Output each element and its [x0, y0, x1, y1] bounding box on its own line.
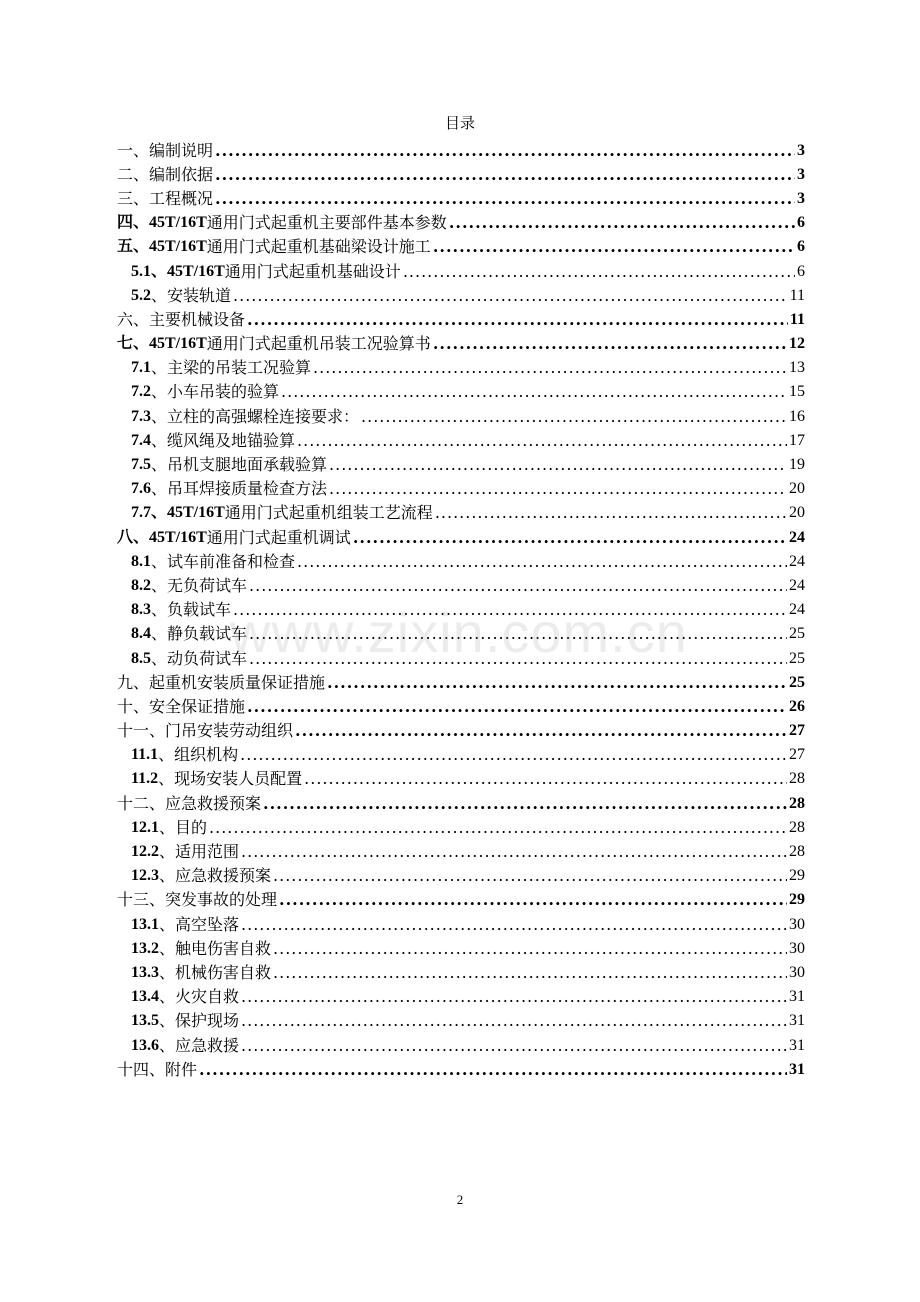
toc-leader-dots [240, 745, 787, 765]
toc-entry-page: 24 [789, 601, 805, 619]
toc-entry-page: 12 [789, 335, 805, 353]
toc-entry[interactable] [117, 864, 805, 888]
toc-entry-number: 7.7、45T/16T [131, 504, 225, 522]
toc-entry[interactable] [117, 719, 805, 743]
toc-leader-dots [295, 721, 787, 741]
toc-entry-page: 16 [789, 407, 805, 425]
toc-entry-title: 、动负荷试车 [151, 648, 248, 668]
toc-entry-title: 、静负载试车 [151, 624, 248, 644]
toc-entry[interactable] [117, 767, 805, 791]
toc-entry-page: 25 [789, 625, 805, 643]
toc-entry[interactable] [117, 380, 805, 404]
toc-entry[interactable] [117, 985, 805, 1009]
toc-entry-page: 27 [789, 722, 805, 740]
toc-entry-number: 12.1 [131, 818, 159, 836]
toc-entry-title: 通用门式起重机组装工艺流程 [224, 503, 433, 523]
toc-entry-number: 13.4 [131, 988, 159, 1006]
toc-entry-title: 、主梁的吊装工况验算 [151, 358, 312, 378]
toc-entry-number: 五、45T/16T [117, 238, 207, 256]
toc-entry-page: 20 [789, 480, 805, 498]
toc-leader-dots [297, 552, 787, 572]
toc-entry-page: 6 [797, 262, 805, 280]
toc-entry-page: 29 [789, 867, 805, 885]
page-number: 2 [456, 1192, 464, 1207]
toc-entry-number: 13.2 [131, 939, 159, 957]
toc-entry[interactable] [117, 1058, 805, 1082]
toc-entry-page: 19 [789, 456, 805, 474]
toc-entry-number: 7.3 [131, 407, 151, 425]
toc-entry-number: 四、45T/16T [117, 214, 207, 232]
toc-leader-dots [353, 528, 787, 548]
toc-leader-dots [241, 842, 787, 862]
toc-entry[interactable] [117, 259, 805, 283]
toc-leader-dots [327, 673, 787, 693]
toc-entry[interactable] [117, 695, 805, 719]
toc-title: 目录 [444, 114, 475, 132]
toc-entry[interactable] [117, 501, 805, 525]
toc-entry-number: 8.3 [131, 601, 151, 619]
toc-leader-dots [241, 987, 787, 1007]
toc-entry-page: 30 [789, 915, 805, 933]
toc-entry-page: 28 [789, 770, 805, 788]
toc-entry[interactable] [117, 937, 805, 961]
toc-leader-dots [279, 890, 787, 910]
toc-entry-title: 、负载试车 [151, 600, 232, 620]
toc-leader-dots [329, 479, 787, 499]
toc-entry-page: 11 [789, 286, 805, 304]
toc-entry-title: 、机械伤害自救 [159, 962, 272, 982]
toc-entry-title: 通用门式起重机基础梁设计施工 [206, 237, 431, 257]
toc-leader-dots [273, 866, 787, 886]
toc-leader-dots [403, 262, 795, 282]
toc-entry[interactable] [117, 356, 805, 380]
toc-entry-number: 11.1 [131, 746, 159, 764]
toc-entry-title: 十、安全保证措施 [117, 696, 246, 716]
toc-entry-page: 29 [789, 891, 805, 909]
toc-leader-dots [215, 141, 795, 161]
toc-entry-page: 3 [797, 141, 805, 159]
toc-leader-dots [249, 576, 787, 596]
toc-entry-title: 、试车前准备和检查 [151, 551, 296, 571]
toc-entry-title: 三、工程概况 [117, 188, 214, 208]
toc-entry-page: 31 [789, 988, 805, 1006]
toc-entry-page: 24 [789, 552, 805, 570]
toc-leader-dots [449, 213, 795, 233]
toc-entry-title: 、应急救援 [159, 1035, 240, 1055]
toc-entry[interactable] [117, 308, 805, 332]
toc-leader-dots [297, 431, 787, 451]
toc-entry-page: 3 [797, 165, 805, 183]
toc-entry-number: 七、45T/16T [117, 335, 207, 353]
toc-entry[interactable] [117, 840, 805, 864]
toc-leader-dots [433, 334, 787, 354]
toc-entry-page: 30 [789, 963, 805, 981]
toc-entry-title: 、触电伤害自救 [159, 938, 272, 958]
toc-entry-number: 八、45T/16T [117, 528, 207, 546]
toc-leader-dots [273, 963, 787, 983]
toc-entry[interactable] [117, 139, 805, 163]
toc-entry-number: 13.1 [131, 915, 159, 933]
toc-entry-number: 5.2 [131, 286, 151, 304]
toc-entry-page: 31 [789, 1036, 805, 1054]
toc-entry-page: 28 [789, 843, 805, 861]
toc-leader-dots [273, 939, 787, 959]
toc-entry-page: 30 [789, 939, 805, 957]
toc-entry-title: 六、主要机械设备 [117, 309, 246, 329]
toc-entry[interactable] [117, 1033, 805, 1057]
toc-entry-title: 、保护现场 [159, 1011, 240, 1031]
toc-entry-number: 7.4 [131, 431, 151, 449]
toc-leader-dots [281, 382, 787, 402]
toc-entry-number: 12.2 [131, 843, 159, 861]
toc-entry-number: 12.3 [131, 867, 159, 885]
toc-entry-title: 二、编制依据 [117, 164, 214, 184]
toc-entry-title: 、无负荷试车 [151, 575, 248, 595]
toc-entry-page: 3 [797, 189, 805, 207]
toc-leader-dots [241, 1011, 787, 1031]
toc-entry[interactable] [117, 405, 805, 429]
toc-leader-dots [329, 455, 787, 475]
toc-entry-number: 7.5 [131, 456, 151, 474]
toc-entry-title: 、立柱的高强螺栓连接要求： [151, 406, 360, 426]
toc-entry-page: 24 [789, 576, 805, 594]
toc-entry-title: 十二、应急救援预案 [117, 793, 262, 813]
toc-entry[interactable] [117, 792, 805, 816]
toc-entry-title: 通用门式起重机调试 [206, 527, 351, 547]
toc-entry[interactable] [117, 429, 805, 453]
toc-entry[interactable] [117, 574, 805, 598]
toc-entry-number: 5.1、45T/16T [131, 262, 225, 280]
toc-leader-dots [313, 358, 787, 378]
toc-entry-number: 13.3 [131, 963, 159, 981]
toc-entry-number: 7.1 [131, 359, 151, 377]
toc-entry-number: 8.2 [131, 576, 151, 594]
toc-entry-page: 24 [789, 528, 805, 546]
toc-entry-page: 6 [797, 214, 805, 232]
toc-entry-page: 27 [789, 746, 805, 764]
toc-entry-number: 8.5 [131, 649, 151, 667]
toc-entry-title: 十一、门吊安装劳动组织 [117, 721, 294, 741]
toc-entry-title: 、现场安装人员配置 [158, 769, 303, 789]
toc-entry-number: 7.2 [131, 383, 151, 401]
toc-entry[interactable] [117, 187, 805, 211]
toc-entry-title: 、安装轨道 [151, 285, 232, 305]
toc-entry-page: 6 [797, 238, 805, 256]
toc-entry-number: 8.1 [131, 552, 151, 570]
toc-entry[interactable] [117, 284, 805, 308]
toc-entry-page: 26 [789, 697, 805, 715]
toc-entry-page: 25 [789, 673, 805, 691]
toc-leader-dots [241, 915, 787, 935]
toc-leader-dots [304, 769, 787, 789]
toc-entry-title: 通用门式起重机基础设计 [224, 261, 401, 281]
toc-leader-dots [215, 165, 795, 185]
toc-entry-page: 20 [789, 504, 805, 522]
toc-leader-dots [215, 189, 795, 209]
toc-entry-title: 、组织机构 [158, 745, 239, 765]
toc-entry-page: 28 [789, 818, 805, 836]
toc-entry[interactable] [117, 235, 805, 259]
toc-leader-dots [241, 1036, 787, 1056]
toc-entry[interactable] [117, 526, 805, 550]
toc-leader-dots [247, 697, 787, 717]
toc-entry-title: 通用门式起重机主要部件基本参数 [206, 213, 447, 233]
toc-leader-dots [233, 286, 788, 306]
toc-entry-page: 13 [789, 359, 805, 377]
toc-entry-title: 、吊机支腿地面承载验算 [151, 455, 328, 475]
toc-entry-title: 、应急救援预案 [159, 866, 272, 886]
toc-entry[interactable] [117, 671, 805, 695]
toc-entry-title: 、目的 [159, 817, 208, 837]
toc-entry-number: 8.4 [131, 625, 151, 643]
toc-entry-title: 、缆风绳及地锚验算 [151, 430, 296, 450]
toc-entry-page: 31 [789, 1012, 805, 1030]
toc-entry-title: 、吊耳焊接质量检查方法 [151, 479, 328, 499]
toc-entry-title: 、高空坠落 [159, 914, 240, 934]
toc-leader-dots [433, 237, 795, 257]
toc-entry-title: 十三、突发事故的处理 [117, 890, 278, 910]
toc-leader-dots [361, 407, 787, 427]
toc-entry-title: 九、起重机安装质量保证措施 [117, 672, 326, 692]
toc-entry[interactable] [117, 1009, 805, 1033]
toc-entry-title: 一、编制说明 [117, 140, 214, 160]
toc-entry[interactable] [117, 453, 805, 477]
toc-entry[interactable] [117, 477, 805, 501]
toc-entry-number: 13.5 [131, 1012, 159, 1030]
toc-entry-page: 17 [789, 431, 805, 449]
toc-leader-dots [247, 310, 788, 330]
toc-entry-title: 通用门式起重机吊装工况验算书 [206, 334, 431, 354]
toc-leader-dots [435, 503, 787, 523]
toc-entry[interactable] [117, 961, 805, 985]
toc-entry[interactable] [117, 163, 805, 187]
toc-entry-number: 11.2 [131, 770, 159, 788]
toc-entry-page: 28 [789, 794, 805, 812]
toc-entry[interactable] [117, 550, 805, 574]
toc-entry[interactable] [117, 211, 805, 235]
toc-leader-dots [199, 1060, 787, 1080]
toc-entry-title: 、火灾自救 [159, 987, 240, 1007]
toc-leader-dots [263, 794, 787, 814]
toc-entry-title: 、小车吊装的验算 [151, 382, 280, 402]
toc-leader-dots [209, 818, 787, 838]
toc-entry-page: 25 [789, 649, 805, 667]
toc-entry[interactable] [117, 913, 805, 937]
toc-entry-title: 十四、附件 [117, 1059, 198, 1079]
toc-entry[interactable] [117, 743, 805, 767]
toc-entry[interactable] [117, 332, 805, 356]
toc-entry-page: 15 [789, 383, 805, 401]
watermark: www.zixin.com.cn [230, 601, 688, 664]
toc-entry-number: 7.6 [131, 480, 151, 498]
toc-entry-page: 31 [789, 1060, 805, 1078]
toc-entry-number: 13.6 [131, 1036, 159, 1054]
toc-entry-title: 、适用范围 [159, 842, 240, 862]
toc-entry-page: 11 [789, 310, 805, 328]
toc-entry[interactable] [117, 816, 805, 840]
toc-entry[interactable] [117, 888, 805, 912]
